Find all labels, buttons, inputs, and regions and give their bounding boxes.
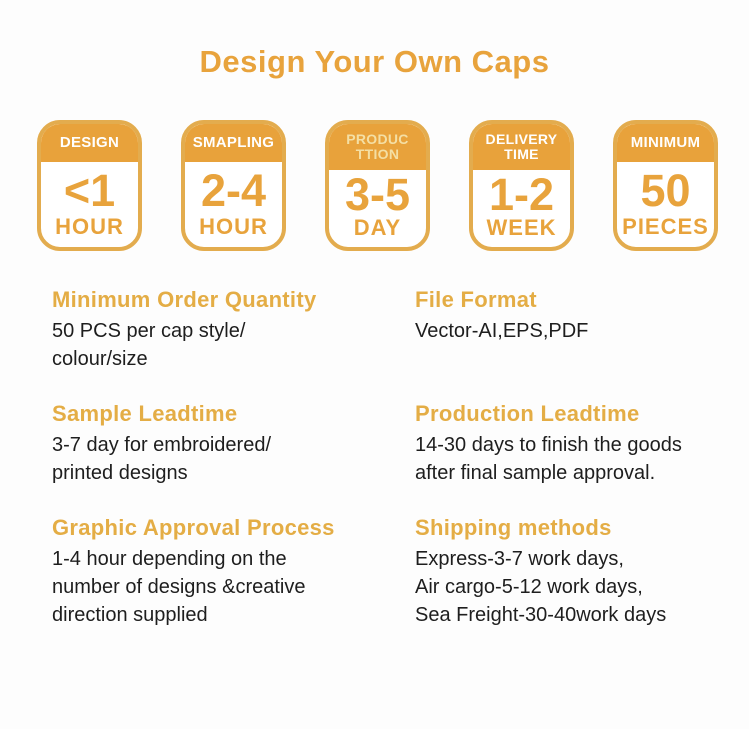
- section-sample-leadtime: [52, 401, 415, 487]
- section-text-line: 50 PCS per cap style/: [52, 320, 246, 342]
- section-heading: Production Leadtime: [415, 401, 640, 426]
- section-text-line: number of designs &creative: [52, 576, 306, 598]
- section-text-line: 3-7 day for embroidered/: [52, 434, 272, 456]
- section-text-line: Express-3-7 work days,: [415, 548, 624, 570]
- section-heading: Minimum Order Quantity: [52, 287, 317, 312]
- badge-design-header: [41, 124, 138, 162]
- section-text-line: Air cargo-5-12 work days,: [415, 576, 643, 598]
- badge-production-header: [329, 124, 426, 170]
- section-heading: Graphic Approval Process: [52, 515, 335, 540]
- section-graphic-approval-process: [52, 515, 415, 629]
- badge-sampling-value: 2-4: [200, 164, 267, 216]
- section-text-line: 1-4 hour depending on the: [52, 548, 287, 570]
- section-heading: Sample Leadtime: [52, 401, 238, 426]
- badge-delivery-time-header: [473, 124, 570, 170]
- badge-production: [325, 120, 430, 251]
- section-text-line: after final sample approval.: [415, 462, 656, 484]
- badge-delivery-time: [469, 120, 574, 251]
- badge-delivery-time-unit: WEEK: [486, 215, 557, 240]
- badge-minimum-header: [617, 124, 714, 162]
- section-minimum-order-quantity: [52, 287, 415, 373]
- section-text-line: colour/size: [52, 348, 148, 370]
- badge-header-line: PRODUC: [346, 131, 409, 147]
- badge-header-line: TIME: [504, 146, 539, 162]
- badge-production-unit: DAY: [353, 215, 402, 240]
- badge-production-value: 3-5: [344, 169, 411, 220]
- section-heading: Shipping methods: [415, 515, 612, 540]
- badge-header-line: DELIVERY: [485, 131, 558, 147]
- section-heading: File Format: [415, 287, 537, 312]
- badge-design-unit: HOUR: [55, 214, 124, 239]
- info-sections: [0, 287, 749, 629]
- badge-header-line: MINIMUM: [630, 134, 701, 151]
- badge-design-value: <1: [63, 164, 116, 216]
- section-text-line: Sea Freight-30-40work days: [415, 604, 667, 626]
- section-text-line: direction supplied: [52, 604, 208, 626]
- badge-sampling-unit: HOUR: [199, 214, 268, 239]
- section-shipping-methods: [415, 515, 749, 629]
- badge-minimum-value: 50: [640, 164, 691, 216]
- badge-header-line: DESIGN: [59, 134, 120, 151]
- section-text-line: printed designs: [52, 462, 188, 484]
- badge-delivery-time-value: 1-2: [488, 169, 555, 220]
- badge-design: [37, 120, 142, 251]
- section-production-leadtime: [415, 401, 749, 487]
- badge-minimum-unit: PIECES: [622, 214, 709, 239]
- badge-header-line: SMAPLING: [192, 134, 275, 151]
- badge-sampling: [181, 120, 286, 251]
- badge-header-line: TTION: [355, 146, 400, 162]
- section-text-line: Vector-AI,EPS,PDF: [415, 320, 589, 342]
- section-file-format: [415, 287, 749, 345]
- section-text-line: 14-30 days to finish the goods: [415, 434, 682, 456]
- page-title: Design Your Own Caps: [199, 44, 550, 79]
- badge-minimum: [613, 120, 718, 251]
- badge-sampling-header: [185, 124, 282, 162]
- process-badge-row: [0, 120, 749, 251]
